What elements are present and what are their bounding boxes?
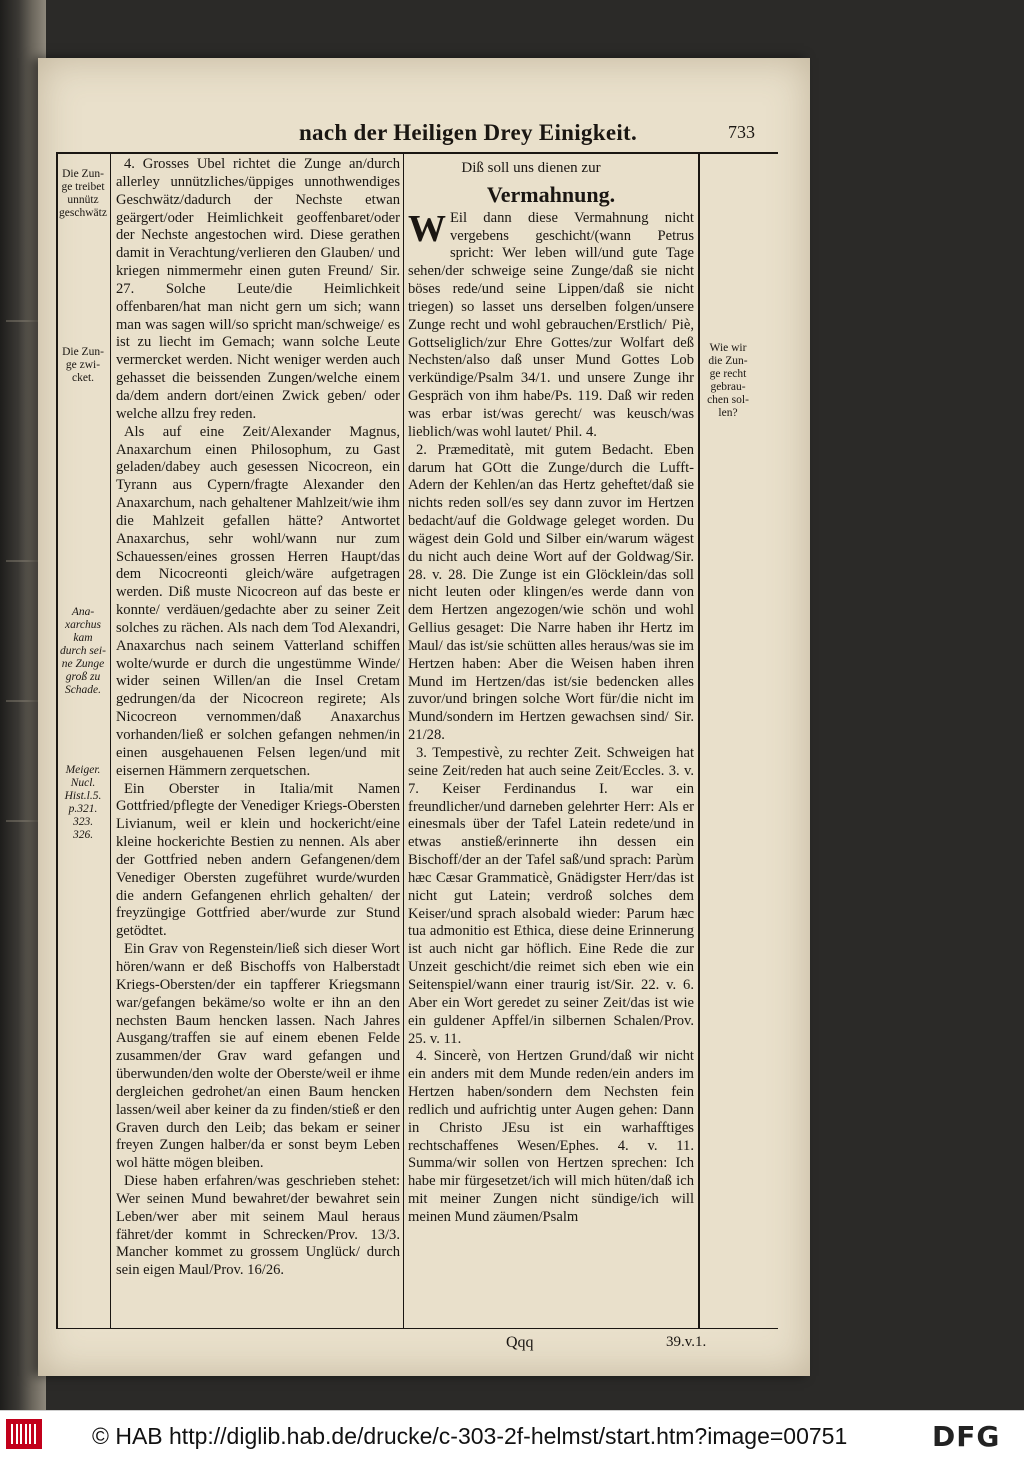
margin-note-line: Hist.l.5. (64, 790, 102, 802)
paragraph (408, 207, 694, 442)
margin-note-line: Wie wir (709, 342, 747, 354)
paragraph: Diese haben erfahren/was geschrieben stehet: Wer seinen Mund bewahret/der bewahret sein Leben/wer aber mit seinem Maul heraus fähret/der kommt in Schrecken/Prov. 13/3. Mancher kommet zu grossem Unglück/ durch sein eigen Maul/Prov. 16/26. (116, 1173, 400, 1279)
margin-note-line: cket. (71, 372, 95, 384)
margin-note-line: len? (718, 407, 738, 419)
margin-note-line: 326. (72, 829, 94, 841)
margin-note-line: ge zwi- (65, 359, 101, 371)
top-rule (56, 152, 778, 154)
margin-note-line: Die Zun- (62, 346, 104, 358)
paragraph: Ein Oberster in Italia/mit Namen Gottfried/pflegte der Venediger Kriegs-Obersten Livianum, weil er klein und hockericht/eine kleine hockerichte Bestien zu nennen. Als aber der Gottfried neben andern Gefangenen/dem Venediger Obersten zugeführet wurde/wurden die andern Gefangenen ehrlich gehalten/ der freyzüngige Gottfried aber/wurde zur Stund getödtet. (116, 780, 400, 940)
paragraph-text: Eil dann diese Vermahnung nicht vergebens geschicht/(wann Petrus spricht: Wer leben will/und gute Tage sehen/der schweige seine Zunge/daß sie nicht böses rede/und seine Lippen/daß sie nicht triegen) so lasset uns derselben folgen/unsere Zunge recht und wohl gebrauchen/Erstlich/ Piè, Gottseliglich/zur Ehre Gottes/zur Wolfart deß Nechsten/also daß unser Mund Gottes Lob verkündige/Psalm 34/1. und unsere Zunge ihr Gespräch von ihm habe/Ps. 119. Daß wir reden was erbar ist/was gerecht/ was keusch/was lieblich/was wohl lautet/ Phil. 4. (408, 209, 694, 440)
margin-note-line: Ana- (71, 606, 95, 618)
margin-note-line: Nucl. (70, 777, 96, 789)
margin-note-line: p.321. (68, 803, 98, 815)
page-number: 733 (728, 122, 755, 142)
margin-note-gossip (58, 168, 108, 220)
margin-note-line: Schade. (64, 684, 102, 696)
dfg-logo: DFG (932, 1420, 1001, 1453)
footer-link[interactable]: © HAB http://diglib.hab.de/drucke/c-303-2f-helmst/start.htm?image=00751 (92, 1423, 848, 1449)
paragraph: 4. Sincerè, von Hertzen Grund/daß wir nicht ein anders mit dem Munde reden/ein anders im Hertzen haben/sondern dem Nechsten fein redlich und aufrichtig unter Augen gehen: Dann in Christo JEsu ist ein warhafftiges rechtschaffenes Wesen/Ephes. 4. v. 11. Summa/wir sollen von Hertzen sprechen: Ich habe mir fürgesetzet/ich will mich hüten/daß ich mit meiner Zungen nicht sündige/ich will meinen Mund zäumen/Psalm (408, 1048, 694, 1225)
paragraph: Ein Grav von Regenstein/ließ sich dieser Wort hören/wann er deß Bischoffs von Halberstadt Kriegs-Obersten/der ein tapfferer Kriegsmann war/gefangen bekäme/so wolte er ihn an den nechsten Baum hencken lassen. Nach Jahres Ausgang/traffen sie auf einem ebenen Felde zusammen/der Grav ward gefangen und überwunden/den wolte der Oberste/weil er ihme dergleichen gedrohet/an einen Baum hencken lassen/weil aber keiner da zu finden/stieß er den Graven durch den Leib; das bekam er seiner freyen Zungen halber/da er sonst beym Leben wol hätte mögen bleiben. (116, 941, 400, 1172)
margin-note-line: ge treibet (61, 181, 105, 193)
margin-note-line: unnütz (67, 194, 99, 206)
right-text-column (408, 156, 694, 1227)
running-head: nach der Heiligen Drey Einigkeit. (298, 120, 638, 145)
margin-separator-rule (110, 154, 111, 1328)
margin-note-tongue-pricks (58, 346, 108, 385)
margin-note-line: 323. (72, 816, 94, 828)
paragraph: 4. Grosses Ubel richtet die Zunge an/durch allerley unnützliches/üppiges unnothwendiges Geschwätz/dadurch der Nechste etwan geärgert/oder Heimlichkeit geoffenbaret/oder der Nechste angestochen wird. Diese gerathen damit in Verachtung/verlieren den Glauben/ und kriegen nimmermehr einen guten Freund/ Sir. 27. Solche Leute/die Heimlichkeit offenbaren/hat man nicht gern um sich; wann man was sagen will/so spricht man/schweige/ es ist zu liecht im Gemach; wann solche Leute vermercket werden. Nicht weniger werden auch gehasset die beissenden Zungen/welche einem da/dem andern dort/einen Zwick geben/ oder welche allzu frey reden. (116, 156, 400, 422)
margin-note-line: xarchus (65, 619, 101, 631)
signature-mark: Qqq (506, 1334, 534, 1351)
margin-note-line: gebrau- (710, 381, 746, 393)
margin-note-line: ge recht (709, 368, 747, 380)
section-intro: Diß soll uns dienen zur (461, 160, 601, 176)
left-text-column (116, 156, 400, 1280)
barcode-icon (6, 1419, 42, 1449)
book-page (38, 58, 810, 1376)
left-frame-rule (56, 154, 58, 1328)
margin-note-citation (58, 764, 108, 842)
margin-note-line: chen sol- (707, 394, 749, 406)
margin-note-line: geschwätz (59, 207, 107, 219)
section-heading: Vermahnung. (486, 181, 616, 207)
paragraph: 3. Tempestivè, zu rechter Zeit. Schweigen hat seine Zeit/reden hat auch seine Zeit/Eccles. 3. v. 7. Keiser Ferdinandus I. war ein freundlicher/und darneben gelehrter Herr: Als er einesmals über der Tafel Latein redete/und in etwas anstieß/erinnerte ihn dessen ein Bischoff/der an der Tafel saß/und sprach: Parùm hæc Cæsar Grammaticè, Gnädigster Herr/das ist nicht gut Latein; verdroß solches dem Keiser/und sprach alsobald wieder: Parum hæc tua admonitio est Ethica, diese deine Erinnerung ist auch nicht gar höflich. Eine Rede die zur Unzeit geschicht/die reimet sich eben wie ein Seitenspiel/wann einer traurig ist/Sir. 22. v. 6. Aber ein Wort geredet zu seiner Zeit/das ist wie ein guldener Apffel/in silbernen Schalen/Prov. 25. v. 11. (408, 745, 694, 1047)
column-separator-rule (403, 154, 404, 1328)
margin-note-line: kam (73, 632, 93, 644)
margin-note-line: Meiger. (65, 764, 101, 776)
margin-note-anaxarchus (58, 606, 108, 697)
margin-note-line: die Zun- (708, 355, 748, 367)
margin-note-line: groß zu (65, 671, 101, 683)
margin-note-line: durch sei- (60, 645, 106, 657)
bottom-rule (56, 1328, 778, 1329)
margin-note-line: ne Zunge (61, 658, 105, 670)
margin-note-line: Die Zun- (62, 168, 104, 180)
paragraph: 2. Præmeditatè, mit gutem Bedacht. Eben darum hat GOtt die Zunge/durch die Lufft-Adern der Kehlen/an das Hertz geheftet/daß sie nichts reden soll/es sey dann zuvor im Hertzen bedacht/auf die Goldwage geleget worden. Du wägest dein Gold und Silber ein/warum wägest du nicht auch deine Wort auf der Goldwag/Sir. 28. v. 28. Die Zunge ist ein Glöcklein/das soll nicht leuten oder klingen/es werde dann von dem Hertzen angezogen/wie schön und wohl Gellius gesaget: Die Narre haben ihr Hertz im Maul/ das ist/sie schütten alles heraus/was sie im Hertzen haben: Aber die Weisen haben ihren Mund im Hertzen/das ist/sie bedencken alles zuvor/und bringen solche Wort für/die nicht im Mund/sondern im Hertzen gewachsen sind/ Sir. 21/28. (408, 441, 694, 744)
footer-bar (0, 1410, 1024, 1459)
paragraph: Als auf eine Zeit/Alexander Magnus, Anaxarchum einen Philosophum, zu Gast geladen/dabey auch gesessen Nicocreon, ein Tyrann aus Cypern/fragte Alexander den Anaxarchum, nach gehaltener Mahlzeit/wie ihm die Mahlzeit gefallen hätte? Antwortet Anaxarchus, sehr wohl/wann nur zum Schauessen/eines grossen Herren Haupt/das dem Nicocreonti gleich/wäre aufgetragen werden. Diß muste Nicocreon auf das beste er konnte/ verdäuen/gedachte aber zu seiner Zeit solches zu rächen. Als nach dem Tod Alexandri, Anaxarchus nach seinem Vatterland schiffen wolte/wurde er durch die ungestümme Winde/ wider seinen Willen/an die Insel Cretam gedrungen/da der Nicocreon regirete; Als Nicocreon vernommen/daß Anaxarchus vorhanden/ließ er solchen gefangen nehmen/in einen ausgehauenen Felsen legen/und mit eisernen Hämmern zerquetschen. (116, 423, 400, 779)
right-frame-rule (698, 154, 700, 1328)
catchword: 39.v.1. (666, 1334, 707, 1350)
drop-cap: W (408, 207, 446, 250)
page-content (38, 58, 810, 1376)
margin-note-right-usage (702, 342, 754, 420)
